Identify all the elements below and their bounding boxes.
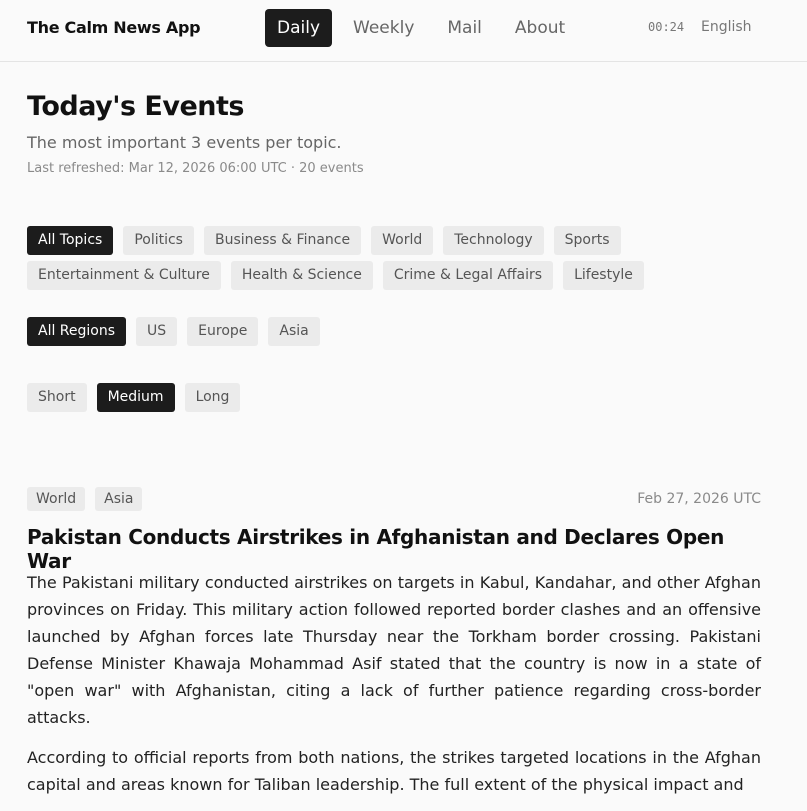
region-chip-all[interactable]: All Regions: [27, 317, 126, 346]
region-chip-asia[interactable]: Asia: [268, 317, 319, 346]
last-refreshed: Last refreshed: Mar 12, 2026 06:00 UTC · 20 events: [27, 161, 364, 176]
region-chip-europe[interactable]: Europe: [187, 317, 258, 346]
length-chip-long[interactable]: Long: [185, 383, 241, 412]
topic-chip-business[interactable]: Business & Finance: [204, 226, 361, 255]
topic-chip-technology[interactable]: Technology: [443, 226, 543, 255]
topic-chip-health[interactable]: Health & Science: [231, 261, 373, 290]
topic-chip-entertainment[interactable]: Entertainment & Culture: [27, 261, 221, 290]
article-title: Pakistan Conducts Airstrikes in Afghanistan and Declares Open War: [27, 525, 725, 573]
topic-chip-politics[interactable]: Politics: [123, 226, 194, 255]
top-bar: [0, 0, 807, 62]
article-tag-region: Asia: [95, 487, 142, 511]
length-chip-medium[interactable]: Medium: [97, 383, 175, 412]
main-nav: [265, 9, 586, 47]
length-filter-row: [27, 383, 250, 412]
clock-readout: 00:24: [648, 20, 685, 34]
brand-logo[interactable]: The Calm News App: [27, 18, 201, 37]
language-selector[interactable]: English: [701, 19, 752, 35]
nav-daily[interactable]: Daily: [265, 9, 332, 47]
page-subtitle: The most important 3 events per topic.: [27, 133, 342, 152]
article-date: Feb 27, 2026 UTC: [637, 491, 761, 507]
nav-about[interactable]: About: [514, 18, 566, 38]
page-title: Today's Events: [27, 91, 244, 122]
topic-filter-row-2: [27, 261, 654, 290]
length-chip-short[interactable]: Short: [27, 383, 87, 412]
topic-chip-world[interactable]: World: [371, 226, 433, 255]
topic-chip-all[interactable]: All Topics: [27, 226, 113, 255]
article-tag-topic: World: [27, 487, 85, 511]
article-paragraph: According to official reports from both nations, the strikes targeted locations in the Afghan capital and areas known for Taliban leadership. The full extent of the physical impact and: [27, 748, 761, 794]
topic-chip-lifestyle[interactable]: Lifestyle: [563, 261, 644, 290]
topic-filter-row-1: [27, 226, 631, 255]
nav-weekly[interactable]: Weekly: [353, 18, 415, 38]
article-tags: [27, 487, 152, 511]
nav-mail[interactable]: Mail: [447, 18, 482, 38]
region-filter-row: [27, 317, 330, 346]
region-chip-us[interactable]: US: [136, 317, 177, 346]
topic-chip-sports[interactable]: Sports: [554, 226, 621, 255]
article-body: [27, 569, 761, 811]
topic-chip-crime[interactable]: Crime & Legal Affairs: [383, 261, 553, 290]
article-paragraph: The Pakistani military conducted airstrikes on targets in Kabul, Kandahar, and other Afghan provinces on Friday. This military action followed reported border clashes and an offensive launched by Afghan forces late Thursday near the Torkham border crossing. Pakistani Defense Minister Khawaja Mohammad Asif stated that the country is now in a state of "open war" with Afghanistan, citing a lack of further patience regarding cross-border attacks.: [27, 573, 761, 727]
